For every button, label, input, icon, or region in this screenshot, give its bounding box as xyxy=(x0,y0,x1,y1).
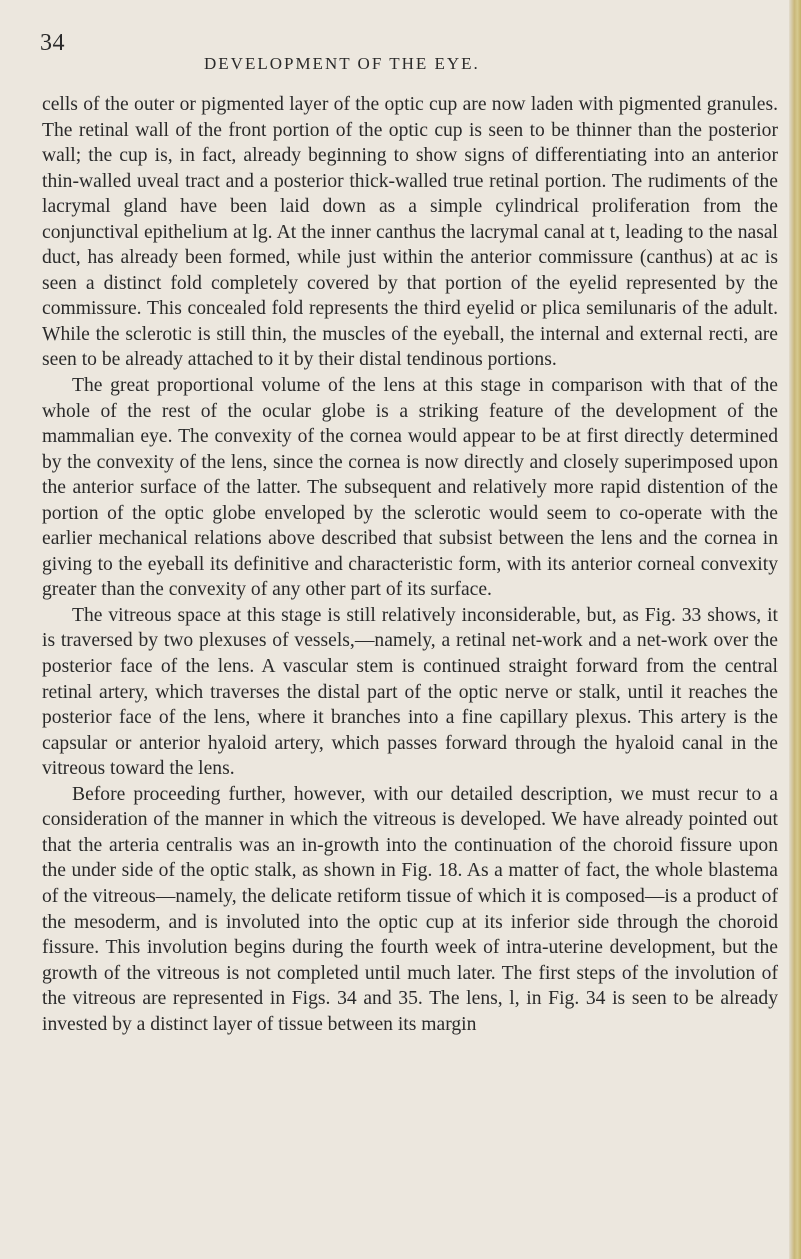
page-edge xyxy=(789,0,801,1259)
paragraph-3: The vitreous space at this stage is still relatively inconsiderable, but, as Fig. 33 shows, it is traversed by two plexuses of vessels,—namely, a retinal net-work and a net-work over the posterior face of the lens. A vascular stem is continued straight forward from the central retinal artery, which traverses the distal part of the optic nerve or stalk, until it reaches the posterior face of the lens, where it branches into a fine capillary plexus. This artery is the capsular or anterior hyaloid artery, which passes forward through the hyaloid canal in the vitreous toward the lens. xyxy=(42,604,778,780)
body-text xyxy=(42,92,778,1037)
running-head xyxy=(40,30,780,73)
paragraph-1: cells of the outer or pigmented layer of the optic cup are now laden with pigmented granules. The retinal wall of the front portion of the optic cup is seen to be thinner than the posterior wall; the cup is, in fact, already beginning to show signs of differentiating into an anterior thin-walled uveal tract and a posterior thick-walled true retinal portion. The rudiments of the lacrymal gland have been laid down as a simple cylindrical proliferation from the conjunctival epithelium at lg. At the inner canthus the lacrymal canal at t, leading to the nasal duct, has already been formed, while just within the anterior commissure (canthus) at ac is seen a distinct fold completely covered by that portion of the eyelid represented by the commissure. This concealed fold represents the third eyelid or plica semilunaris of the adult. While the sclerotic is still thin, the muscles of the eyeball, the internal and external recti, are seen to be already attached to it by their distal tendinous portions. xyxy=(42,94,778,371)
paragraph-4: Before proceeding further, however, with our detailed description, we must recur to a consideration of the manner in which the vitreous is developed. We have already pointed out that the arteria centralis was an in-growth into the continuation of the choroid fissure upon the under side of the optic stalk, as shown in Fig. 18. As a matter of fact, the whole blastema of the vitreous—namely, the delicate retiform tissue of which it is composed—is a product of the mesoderm, and is involuted into the optic cup at its inferior side through the choroid fissure. This involution begins during the fourth week of intra-uterine development, but the growth of the vitreous is not completed until much later. The first steps of the involution of the vitreous are represented in Figs. 34 and 35. The lens, l, in Fig. 34 is seen to be already invested by a distinct layer of tissue between its margin xyxy=(42,783,778,1035)
running-head-title: DEVELOPMENT OF THE EYE. xyxy=(204,54,480,73)
paragraph-2: The great proportional volume of the lens at this stage in comparison with that of the whole of the rest of the ocular globe is a striking feature of the development of the mammalian eye. The convexity of the cornea would appear to be at first directly determined by the convexity of the lens, since the cornea is now directly and closely superimposed upon the anterior surface of the latter. The subsequent and relatively more rapid distention of the portion of the optic globe enveloped by the sclerotic would seem to co-operate with the earlier mechanical relations above described that subsist between the lens and the cornea in giving to the eyeball its definitive and characteristic form, with its anterior corneal convexity greater than the convexity of any other part of its surface. xyxy=(42,375,778,601)
page-number: 34 xyxy=(40,30,65,56)
